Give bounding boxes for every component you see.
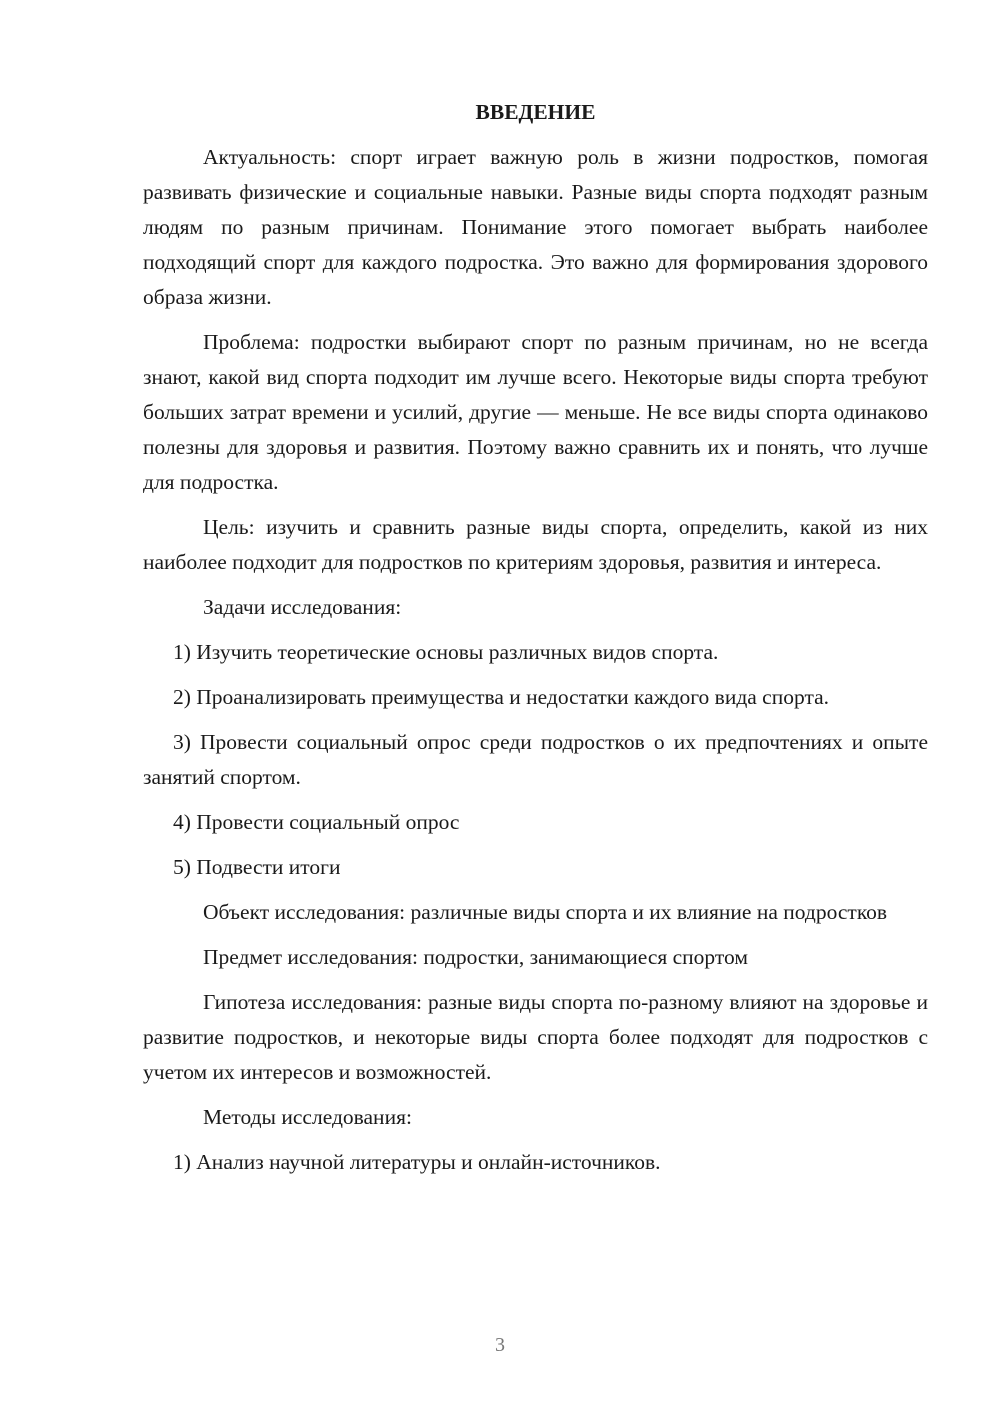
task-item-3: 3) Провести социальный опрос среди подростков о их предпочтениях и опыте занятий спортом. (143, 730, 928, 789)
paragraph-object: Объект исследования: различные виды спорта и их влияние на подростков (203, 900, 888, 924)
task-item-1: 1) Изучить теоретические основы различных видов спорта. (173, 640, 719, 664)
paragraph-tasks-heading: Задачи исследования: (203, 595, 402, 619)
document-page (143, 95, 928, 1190)
task-item-2: 2) Проанализировать преимущества и недостатки каждого вида спорта. (173, 685, 830, 709)
section-title: ВВЕДЕНИЕ (475, 100, 596, 124)
task-item-4: 4) Провести социальный опрос (173, 810, 460, 834)
page-number: 3 (495, 1334, 505, 1356)
method-item-1: 1) Анализ научной литературы и онлайн-источников. (173, 1150, 661, 1174)
paragraph-hypothesis: Гипотеза исследования: разные виды спорта по-разному влияют на здоровье и развитие подростков, и некоторые виды спорта более подходят для подростков с учетом их интересов и возможностей. (143, 990, 928, 1084)
paragraph-methods-heading: Методы исследования: (203, 1105, 412, 1129)
task-item-5: 5) Подвести итоги (173, 855, 341, 879)
paragraph-goal: Цель: изучить и сравнить разные виды спорта, определить, какой из них наиболее подходит для подростков по критериям здоровья, развития и интереса. (143, 515, 928, 574)
paragraph-subject: Предмет исследования: подростки, занимающиеся спортом (203, 945, 748, 969)
paragraph-problem: Проблема: подростки выбирают спорт по разным причинам, но не всегда знают, какой вид спорта подходит им лучше всего. Некоторые виды спорта требуют больших затрат времени и усилий, другие — меньше. Не все виды спорта одинаково полезны для здоровья и развития. Поэтому важно сравнить их и понять, что лучше для подростка. (143, 330, 928, 494)
paragraph-relevance: Актуальность: спорт играет важную роль в жизни подростков, помогая развивать физические и социальные навыки. Разные виды спорта подходят разным людям по разным причинам. Понимание этого помогает выбрать наиболее подходящий спорт для каждого подростка. Это важно для формирования здорового образа жизни. (143, 145, 928, 309)
